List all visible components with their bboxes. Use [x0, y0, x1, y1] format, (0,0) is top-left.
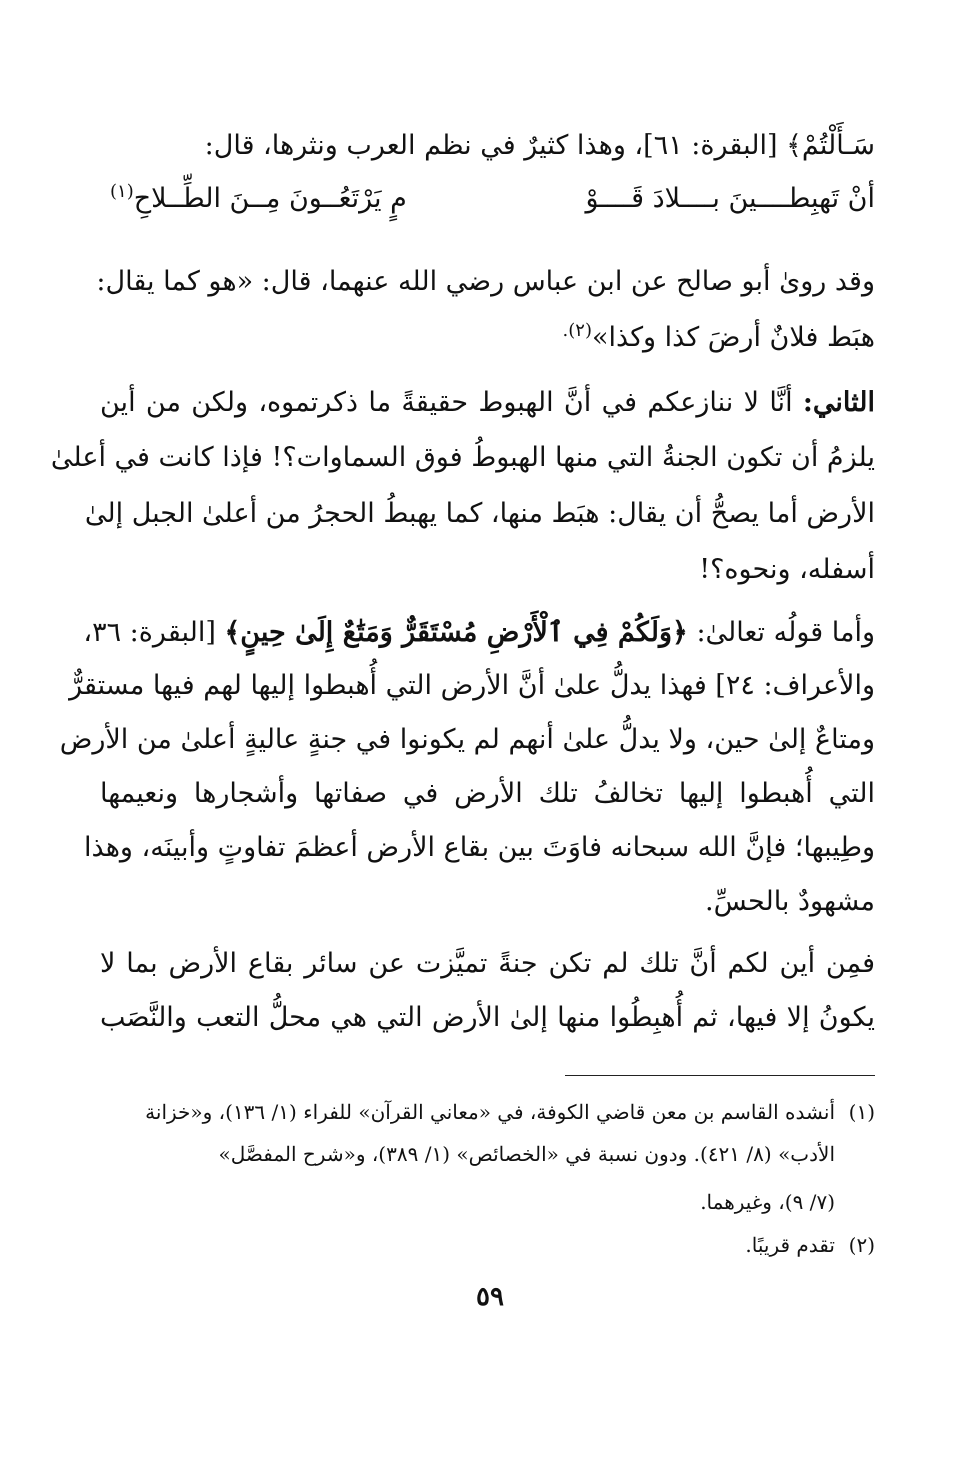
para3-line-5 — [84, 828, 875, 868]
footnote-1-line-3 — [100, 1182, 835, 1222]
para3-line-2-text: والأعراف: ٢٤] فهذا يدلُّ علىٰ أنَّ الأرض التي أُهبطوا إليها لهم فيها مستقرٌّ — [69, 670, 875, 701]
para2-line-3 — [84, 494, 875, 534]
footnote-2-line-1 — [100, 1225, 875, 1265]
verse-first-hemistich: أنْ تَهبِطــــينَ بــــلادَ قَــــوْ — [585, 183, 875, 214]
para2-heading-word: الثاني: — [802, 387, 875, 418]
footnote-separator — [565, 1075, 875, 1076]
para1-line-2-text: هبَط فلانٌ أرضَ كذا وكذا» — [592, 322, 875, 353]
para3-line-6 — [100, 882, 875, 922]
page-number: ٥٩ — [476, 1282, 504, 1312]
para1-line-1 — [96, 262, 875, 302]
para3-line-4 — [100, 774, 875, 814]
quran-verse: ﴿وَلَكُمْ فِي ٱلْأَرْضِ مُسْتَقَرٌّ وَمَتَٰعٌ إِلَىٰ حِينٍ﴾ — [224, 617, 688, 648]
para4-line-1-text: فمِن أين لكم أنَّ تلك لم تكن جنةً تميَّزت عن سائر بقاع الأرض بما لا — [100, 948, 875, 979]
para3-lead-text: وأما قولُه تعالىٰ: — [687, 617, 875, 648]
para1-line-1-text: وقد روىٰ أبو صالح عن ابن عباس رضي الله عنهما، قال: «هو كما يقال: — [96, 266, 875, 297]
footnote-1-number: (١) — [848, 1100, 875, 1124]
para2-line-2 — [50, 438, 875, 478]
footnote-2-line-1-text: تقدم قريبًا. — [745, 1233, 835, 1257]
body-line-1 — [100, 126, 875, 166]
footnote-1-line-2-text: الأدب» (٨/ ٤٢١). ودون نسبة في «الخصائص» (١/ ٣٨٩)، و«شرح المفصَّل» — [218, 1142, 835, 1166]
para2-line-2-text: يلزمُ أن تكون الجنةُ التي منها الهبوطُ فوق السماوات؟! فإذا كانت في أعلىٰ — [50, 442, 875, 473]
para2-line-1-text: أنَّا لا ننازعكم في أنَّ الهبوط حقيقةً ما ذكرتموه، ولكن من أين — [100, 387, 803, 418]
para2-line-1 — [100, 383, 875, 423]
para2-line-4-text: أسفله، ونحوه؟! — [699, 554, 875, 585]
para3-line-3 — [59, 720, 875, 760]
para3-line-1 — [83, 613, 875, 653]
para1-line-2 — [100, 318, 875, 358]
para3-line-6-text: مشهودٌ بالحسِّ. — [705, 886, 875, 917]
para2-line-3-text: الأرض أما يصحُّ أن يقال: هبَط منها، كما يهبطُ الحجرُ من أعلىٰ الجبل إلىٰ — [84, 498, 875, 529]
verse-second-hemistich — [110, 183, 407, 214]
footnote-1-line-1-text: أنشده القاسم بن معن قاضي الكوفة، في «معاني القرآن» للفراء (١/ ١٣٦)، و«خزانة — [145, 1100, 835, 1124]
footnote-ref-2[interactable]: (٢). — [562, 320, 592, 341]
footnote-2-number: (٢) — [848, 1233, 875, 1257]
footnote-1-line-2 — [100, 1134, 835, 1174]
body-line-1-text: سَـأَلْتُمْ﴾ [البقرة: ٦١]، وهذا كثيرٌ في نظم العرب ونثرها، قال: — [204, 130, 875, 161]
para3-line-4-text: التي أُهبطوا إليها تخالفُ تلك الأرض في صفاتها وأشجارها ونعيمها — [100, 778, 875, 809]
poetry-verse — [100, 183, 875, 231]
para3-line-3-text: ومتاعٌ إلىٰ حين، ولا يدلُّ علىٰ أنهم لم يكونوا في جنةٍ عاليةٍ أعلىٰ من الأرض — [59, 724, 875, 755]
para2-line-4 — [100, 550, 875, 590]
para3-line-5-text: وطِيبها؛ فإنَّ الله سبحانه فاوَتَ بين بقاع الأرض أعظمَ تفاوتٍ وأبينَه، وهذا — [84, 832, 875, 863]
footnote-1-line-1 — [100, 1092, 875, 1132]
para4-line-1 — [100, 944, 875, 984]
para3-line-2 — [69, 666, 875, 706]
para3-citation: [البقرة: ٣٦، — [83, 617, 225, 648]
para4-line-2 — [100, 998, 875, 1038]
verse-second-hemistich-text: مٍ يَرْتَعُــونَ مِــنَ الطِّــلاحِ — [133, 183, 407, 214]
footnote-ref-1[interactable]: (١) — [110, 181, 134, 202]
footnote-1-line-3-text: (٧/ ٩)، وغيرهما. — [700, 1190, 835, 1214]
para4-line-2-text: يكونُ إلا فيها، ثم أُهبِطُوا منها إلىٰ الأرض التي هي محلُّ التعب والنَّصَب — [100, 1002, 875, 1033]
